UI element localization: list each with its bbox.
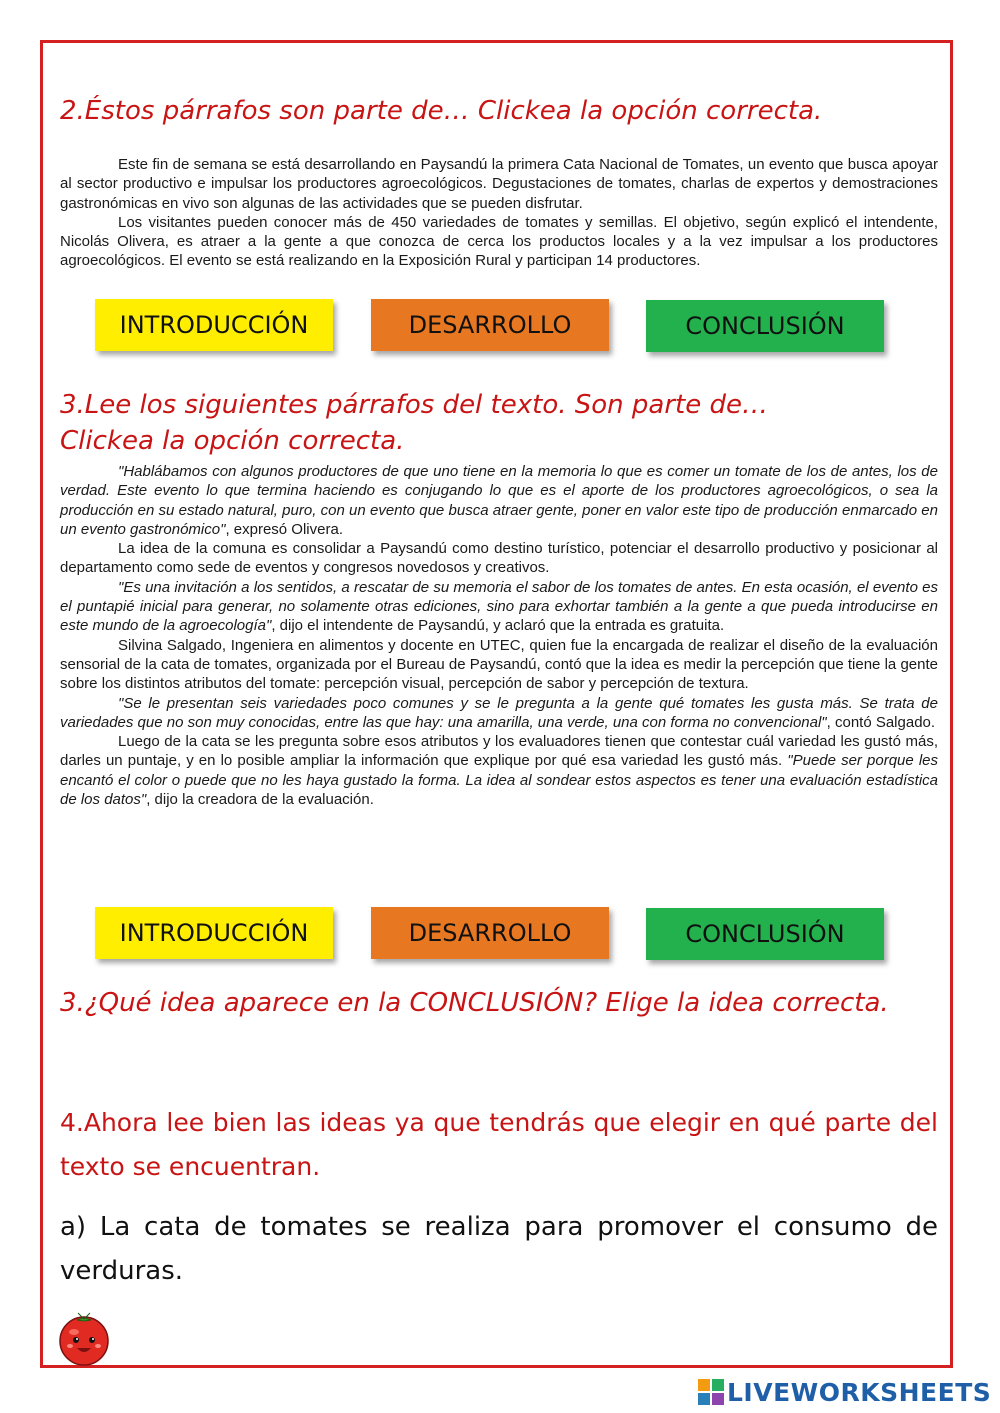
q3-option-introduccion[interactable]: INTRODUCCIÓN: [95, 907, 333, 959]
q4-item-a: a) La cata de tomates se realiza para promover el consumo de verduras.: [60, 1212, 938, 1286]
q3-p6-rest: , dijo la creadora de la evaluación.: [146, 791, 374, 809]
q3-heading-line2: Clickea la opción correcta.: [60, 426, 405, 456]
q2-paragraph-2: Los visitantes pueden conocer más de 450 variedades de tomates y semillas. El objetivo, según explicó el intendente, Nicolás Olivera, es atraer a la gente a que conozca de cerca los productos locales y a la vez impulsar a los productores agroecológicos. El evento se está realizando en la Exposición Rural y participan 14 productores.: [60, 213, 938, 270]
q3-quote-3: "Es una invitación a los sentidos, a rescatar de su memoria el sabor de los tomates de antes. En esta ocasión, el evento es el puntapié inicial para generar, no solamente otras ediciones, sino para exhortar también a la gente a que pueda introducirse en este mundo de la agroecología": [60, 578, 938, 635]
q2-text: [60, 155, 938, 271]
q2-option-desarrollo[interactable]: DESARROLLO: [371, 299, 609, 351]
q3-p6-start: Luego de la cata se les pregunta sobre esos atributos y los evaluadores tienen que contestar cuál variedad les gustó más, darles un puntaje, y en lo posible ampliar la información que explique por qué esa variedad les gustó más.: [60, 733, 938, 770]
q4-heading: 4.Ahora lee bien las ideas ya que tendrás que elegir en qué parte del texto se encuentran.: [60, 1108, 938, 1181]
q3b-heading: 3.¿Qué idea aparece en la CONCLUSIÓN? Elige la idea correcta.: [60, 988, 889, 1018]
q2-paragraph-1: Este fin de semana se está desarrollando en Paysandú la primera Cata Nacional de Tomates, un evento que busca apoyar al sector productivo e impulsar los productores agroecológicos. Degustaciones de tomates, charlas de expertos y demostraciones gastronómicas en vivo son algunas de las actividades que se pueden disfrutar.: [60, 156, 938, 212]
logo-text: LIVEWORKSHEETS: [727, 1377, 992, 1407]
q3-quote-1: "Hablábamos con algunos productores de que uno tiene en la memoria lo que es comer un tomate de los de antes, los de verdad. Este evento lo que termina haciendo es conjugando lo que es el aporte de los productores agroecológicos, o sea la producción en su estado natural, puro, con un evento que busca atraer gente, poner en valor este tipo de producción enmarcado en un evento gastronómico": [60, 463, 938, 538]
q3-p3-rest: , dijo el intendente de Paysandú, y aclaró que la entrada es gratuita.: [271, 617, 725, 635]
q2-heading: 2.Éstos párrafos son parte de… Clickea la opción correcta.: [60, 96, 823, 126]
q2-option-conclusion[interactable]: CONCLUSIÓN: [646, 300, 884, 352]
q3-p1-rest: , expresó Olivera.: [225, 520, 343, 538]
liveworksheets-logo: [698, 1377, 991, 1407]
q3-heading-line1: 3.Lee los siguientes párrafos del texto. Son parte de…: [60, 390, 768, 420]
q3-p5-rest: , contó Salgado.: [826, 713, 936, 731]
q3-paragraph-5: [60, 694, 938, 733]
q3-paragraph-3: [60, 578, 938, 636]
q3-paragraph-1: [60, 462, 938, 539]
logo-icon: [698, 1379, 724, 1405]
q3-quote-6: "Puede ser porque les encantó el color o puede que no les haya gustado la forma. La idea al sondear estos aspectos es tener una evaluación estadística de los datos": [60, 752, 939, 809]
q3-quote-5: "Se le presentan seis variedades poco comunes y se le pregunta a la gente qué tomates les gusta más. Se trata de variedades que no son muy conocidas, entre las que hay: una amarilla, una verde, una con forma no convencional": [60, 694, 938, 731]
q3-paragraph-6: [60, 732, 938, 809]
q3-option-desarrollo[interactable]: DESARROLLO: [371, 907, 609, 959]
q2-option-introduccion[interactable]: INTRODUCCIÓN: [95, 299, 333, 351]
q3-option-conclusion[interactable]: CONCLUSIÓN: [646, 908, 884, 960]
q3-paragraph-4: Silvina Salgado, Ingeniera en alimentos y docente en UTEC, quien fue la encargada de realizar el diseño de la evaluación sensorial de la cata de tomates, organizada por el Bureau de Paysandú, contó que la idea es medir la percepción que tiene la gente sobre los distintos atributos del tomate: percepción visual, percepción de sabor y percepción de textura.: [60, 636, 938, 693]
tomato-icon: [56, 1310, 112, 1366]
q3-text: [60, 462, 938, 809]
q3-paragraph-2: La idea de la comuna es consolidar a Paysandú como destino turístico, potenciar el desarrollo productivo y posicionar al departamento como sede de eventos y congresos novedosos y creativos.: [60, 540, 938, 577]
